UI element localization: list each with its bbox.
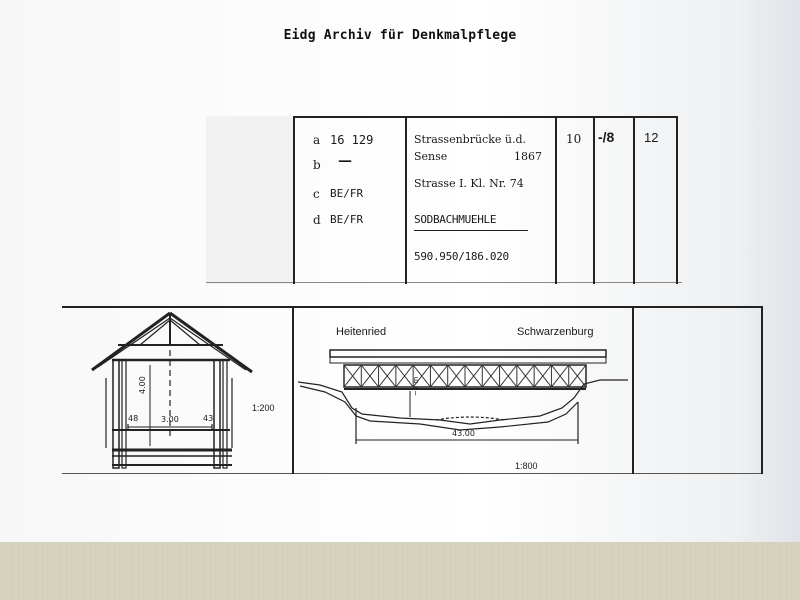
- elevation-clearance: ~7 m: [412, 376, 420, 396]
- section-width-dimension: 3.00: [161, 415, 179, 424]
- map-coordinates: 590.950/186.020: [414, 250, 509, 263]
- section-height-dimension: 4.00: [138, 376, 147, 394]
- row-c-value: BE/FR: [330, 187, 364, 200]
- archive-title: Eidg Archiv für Denkmalpflege: [283, 28, 517, 43]
- section-scale: 1:200: [252, 403, 275, 413]
- row-a-letter: a: [313, 133, 321, 147]
- section-left-offset: 48: [128, 414, 139, 423]
- code-cell-1: 10: [566, 132, 582, 146]
- row-d-letter: d: [313, 213, 321, 227]
- row-c-letter: c: [313, 187, 320, 201]
- description-year: 1867: [514, 150, 542, 163]
- code-cell-3: 12: [644, 130, 659, 145]
- description-line-1: Strassenbrücke ü.d.: [414, 133, 526, 146]
- description-road-class: Strasse I. Kl. Nr. 74: [414, 177, 524, 190]
- elevation-scale: 1:800: [515, 461, 538, 471]
- row-b-letter: b: [313, 158, 321, 172]
- code-cell-2: -/8: [598, 129, 615, 145]
- row-b-value: —: [338, 153, 352, 169]
- elevation-right-place: Schwarzenburg: [517, 326, 594, 338]
- bridge-name: SODBACHMUEHLE: [414, 213, 497, 226]
- section-right-offset: 43: [203, 414, 214, 423]
- description-river: Sense: [414, 150, 448, 163]
- row-d-value: BE/FR: [330, 213, 364, 226]
- row-a-value: 16 129: [330, 133, 374, 147]
- elevation-left-place: Heitenried: [336, 326, 387, 338]
- elevation-span: 43.00: [452, 429, 475, 438]
